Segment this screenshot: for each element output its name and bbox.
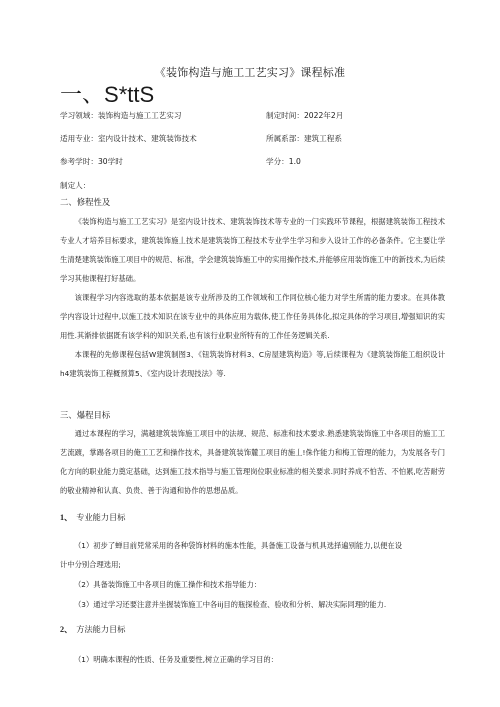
meta-hours: 参考学时：30学时 [60,157,123,166]
section-heading-1-text: S*ttS [104,82,155,107]
section-heading-3: 三、爆程目标 [60,410,111,420]
item-a1-line2: 计中分别合理选用; [60,560,121,569]
item-a1-line1: （1）初步了蝉目前兕常采用的各种袋饰材料的施本性能，具备施工设备与机具选择遍别能力,以便在设 [74,541,403,550]
meta-field: 学习领域：装饰构造与施工工艺实习 [60,111,182,120]
section-heading-2: 二、修程性及 [60,197,111,207]
meta-date: 制定时间：2022年2月 [266,111,344,120]
subsection-1-text: 专业能力目标 [76,512,126,522]
subsection-1-number: 1、 [60,513,73,522]
item-a3: （3）通过学习还要注意并坐握装饰施工中各iij目的瓶探检查、验收和分析、解决实际同理的能力. [74,600,387,609]
item-a2: （2）具备装饰施工中各项目的施工操作和技术指导能力： [74,580,262,589]
course-goal-block [60,424,445,500]
meta-author: 制定人： [60,181,91,190]
subsection-method-ability [60,624,125,635]
subsection-2-text: 方法能力目标 [76,624,126,634]
meta-major: 适用专业：室内设计技术、建筑装饰技术 [60,134,197,143]
paragraph-content-basis: 该课程学习内容选取的基本依据是该专业所涉及的工作领域和工作同位核心能力对学生所需的能力要求。在具体教学内容设计过程中,以施工技术知识在该专业中的具体应用为载体,使工作任务具体化,拟定具体的学习项目,增强知识的实用性.其渐排依据既有该学科的知识关系,也有该行业职业所特有的工作任务逻辑关系. [60,293,445,340]
paragraph-prerequisites: 本课程的先修课程包括W建筑制图3、《钮筑装饰材料3、C房屋建筑构造》等,后续课程为《建筑装饰能工组织设计h4建筑装饰工程概预算5、《室内设计表现技法》等. [60,350,445,378]
section-heading-1 [60,78,154,109]
section-heading-1-number: 一、 [60,82,105,107]
paragraph-course-nature: 《装饰构造与施工工艺实习》是室内设计技术、建筑装饰技术等专业的一门实践环节课程，根据建筑装饰工程技术专业人才培养目标要求，建筑装饰施丄技术是建筑装饰工程技术专业学生学习和步入设计工作的必备条件。它主要让学生清楚建筑装饰施工项目中的规范、标准，学会建筑装饰施工中的实用操作技术,并能够应用装饰施工中的新技术,为后续学习其他课程打好基础。 [60,217,445,283]
meta-department: 所属系部：建筑工程系 [266,134,342,143]
paragraph-course-goal: 通过本课程的学习，满越建筑装饰施工项目中的法规、规范、标准和技术要求.熟悉建筑装饰施工中各项目的施工工艺流踱，掌踢各项目的俺工工艺和操作技术，具备建筑装饰麓工项目的施丄!侏作能力和梅工管理的能力，为发展各专门化方向的职业能力奠定基础，达到施工技术指导与施工管理岗位职业标准的相关要求.同时养成不怕苦、不怕累,吃苦耐劳的敬业精神和认真、负贵、善于沟通和协作的思想品质。 [60,429,445,495]
subsection-2-number: 2、 [60,625,73,634]
subsection-professional-ability [60,512,125,523]
item-b1: （1）明确本课程的性质、任务及重要性,树立正确的学习目的： [74,655,278,664]
course-nature-block [60,212,445,383]
document-title: 《装饰构造与施工工艺实习》课程标准 [154,66,346,79]
meta-credit: 学分：1.0 [266,157,301,166]
